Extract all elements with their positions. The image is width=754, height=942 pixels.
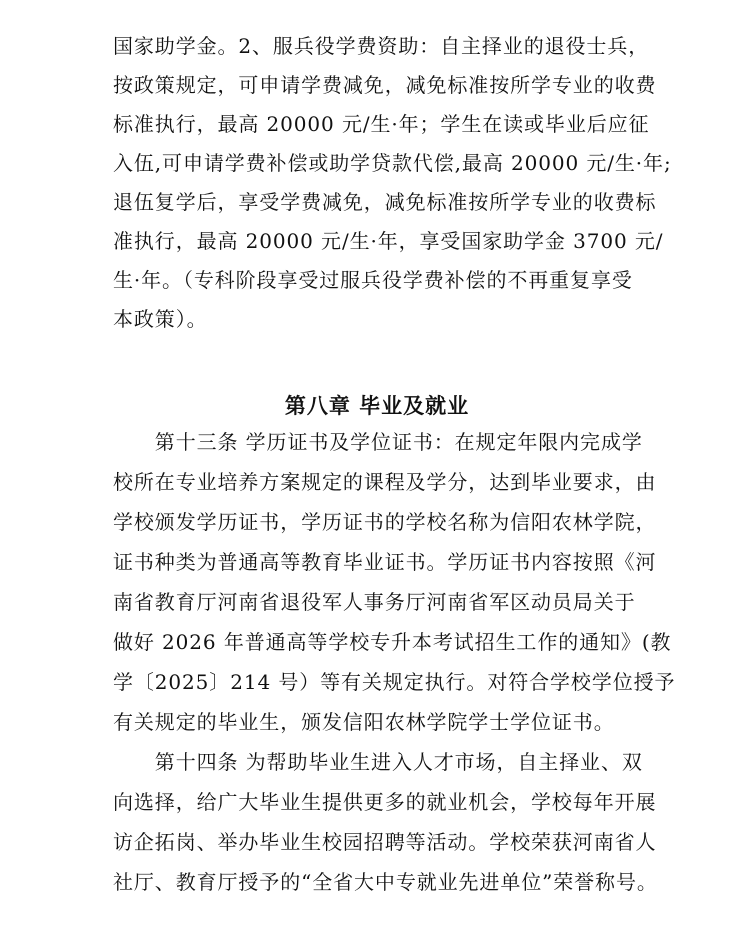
article-14-line: 向选择，给广大毕业生提供更多的就业机会，学校每年开展 [113,790,657,814]
chapter-title: 第八章 毕业及就业 [284,394,470,418]
paragraph-line: 生·年。（专科阶段享受过服兵役学费补偿的不再重复享受 [113,268,633,292]
article-13-line: 证书种类为普通高等教育毕业证书。学历证书内容按照《河 [113,550,657,574]
article-13-line: 南省教育厅河南省退役军人事务厅河南省军区动员局关于 [113,590,636,614]
paragraph-line: 准执行，最高 20000 元/生·年，享受国家助学金 3700 元/ [113,229,664,253]
paragraph-line: 退伍复学后，享受学费减免，减免标准按所学专业的收费标 [113,190,657,214]
paragraph-line: 国家助学金。2、服兵役学费资助：自主择业的退役士兵， [113,34,650,58]
article-14-line: 访企拓岗、举办毕业生校园招聘等活动。学校荣获河南省人 [113,830,657,854]
article-13-line: 学〔2025〕214 号）等有关规定执行。对符合学校学位授予 [113,670,676,694]
article-13-line: 学校颁发学历证书，学历证书的学校名称为信阳农林学院， [113,510,657,534]
article-14-line: 第十四条 为帮助毕业生进入人才市场，自主择业、双 [113,750,643,774]
paragraph-line: 标准执行，最高 20000 元/生·年；学生在读或毕业后应征 [113,112,650,136]
paragraph-line: 本政策）。 [113,307,208,331]
article-13-line: 做好 2026 年普通高等学校专升本考试招生工作的通知》(教 [113,630,672,654]
article-14-line: 社厅、教育厅授予的“全省大中专就业先进单位”荣誉称号。 [113,870,658,894]
article-13-line: 有关规定的毕业生，颁发信阳农林学院学士学位证书。 [113,710,615,734]
article-13-line: 校所在专业培养方案规定的课程及学分，达到毕业要求，由 [113,470,657,494]
paragraph-line: 入伍,可申请学费补偿或助学贷款代偿,最高 20000 元/生·年; [113,151,672,175]
article-13-line: 第十三条 学历证书及学位证书：在规定年限内完成学 [113,430,643,454]
paragraph-line: 按政策规定，可申请学费减免，减免标准按所学专业的收费 [113,73,657,97]
